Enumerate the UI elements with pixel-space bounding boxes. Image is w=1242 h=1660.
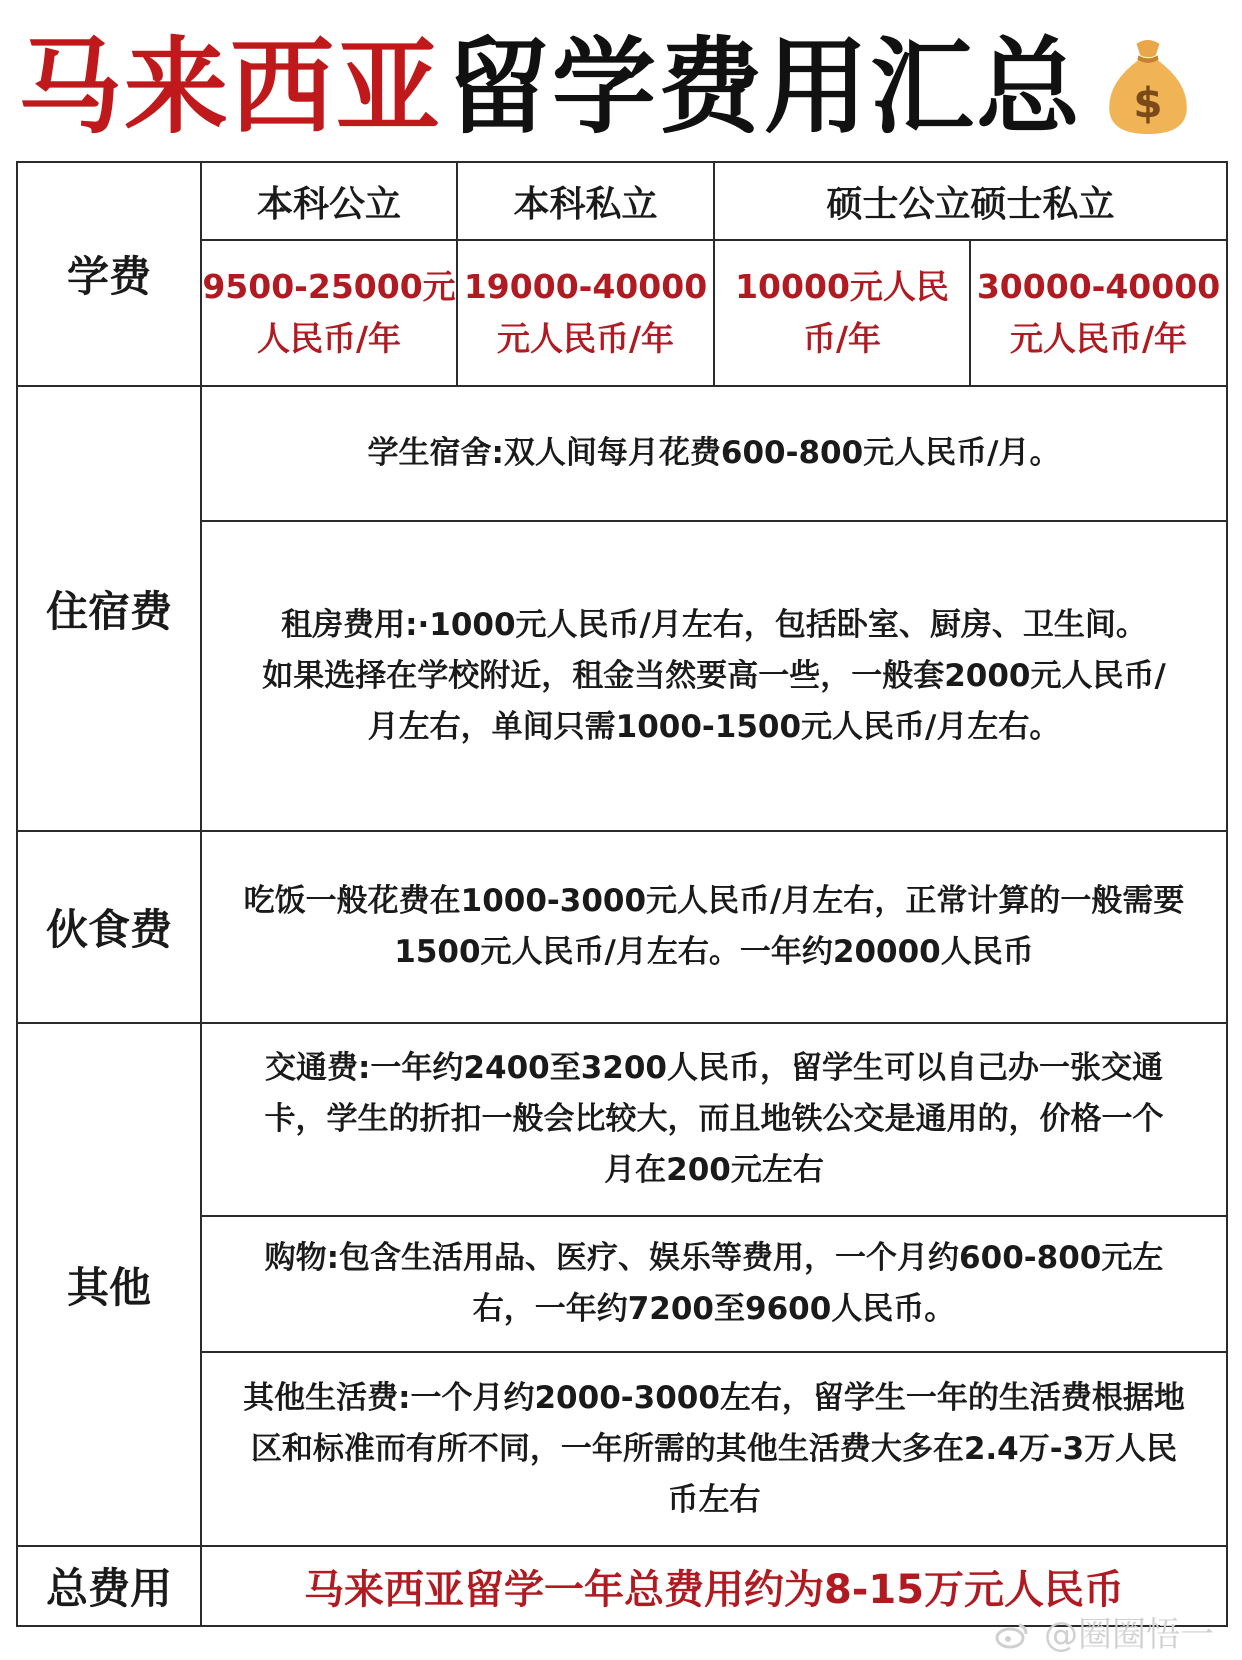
tuition-undergrad-private-value	[457, 240, 714, 386]
other-transport-row	[17, 1023, 1227, 1216]
tuition-label: 学费	[17, 162, 201, 386]
food-label: 伙食费	[17, 831, 201, 1023]
food-text	[201, 831, 1227, 1023]
text-line: 租房费用:·1000元人民币/月左右，包括卧室、厨房、卫生间。	[281, 606, 1147, 643]
total-text: 马来西亚留学一年总费用约为8-15万元人民币	[201, 1546, 1227, 1626]
text-line: 1500元人民币/月左右。一年约20000人民币	[394, 934, 1034, 970]
watermark	[995, 1607, 1214, 1656]
tuition-undergrad-public-value	[201, 240, 457, 386]
total-label: 总费用	[17, 1546, 201, 1626]
text-line: 月左右，单间只需1000-1500元人民币/月左右。	[367, 708, 1061, 745]
value-line: 9500-25000元	[202, 267, 456, 306]
text-line: 右，一年约7200至9600人民币。	[472, 1291, 956, 1327]
value-line: 元人民币/年	[1009, 319, 1188, 358]
value-line: 人民币/年	[256, 319, 402, 358]
value-line: 10000元人民	[735, 267, 949, 306]
text-line: 其他生活费:一个月约2000-3000左右，留学生一年的生活费根据地	[243, 1379, 1185, 1416]
text-line: 卡，学生的折扣一般会比较大，而且地铁公交是通用的，价格一个	[264, 1101, 1164, 1137]
fee-table	[16, 161, 1228, 1627]
text-line: 购物:包含生活用品、医疗、娱乐等费用，一个月约600-800元左	[264, 1240, 1164, 1276]
text-line: 交通费:一年约2400至3200人民币，留学生可以自己办一张交通	[265, 1050, 1163, 1086]
shopping-text	[201, 1216, 1227, 1352]
food-row	[17, 831, 1227, 1023]
title-red-part: 马来西亚	[18, 26, 443, 148]
tuition-master-public-value	[714, 240, 970, 386]
other-label: 其他	[17, 1023, 201, 1546]
svg-text:$: $	[1133, 78, 1163, 128]
value-line: 30000-40000	[976, 267, 1221, 306]
accommodation-dorm-row	[17, 386, 1227, 521]
living-text	[201, 1352, 1227, 1546]
dorm-text: 学生宿舍:双人间每月花费600-800元人民币/月。	[201, 386, 1227, 521]
value-line: 元人民币/年	[496, 319, 675, 358]
weibo-logo-icon	[995, 1621, 1029, 1649]
page-title	[18, 22, 1228, 152]
text-line: 区和标准而有所不同，一年所需的其他生活费大多在2.4万-3万人民	[250, 1430, 1178, 1467]
header-master: 硕士公立硕士私立	[714, 162, 1227, 240]
value-line: 币/年	[802, 319, 882, 358]
watermark-text: @圈圈悟一	[1044, 1615, 1214, 1655]
tuition-master-private-value	[970, 240, 1227, 386]
money-bag-icon	[1100, 34, 1196, 140]
text-line: 如果选择在学校附近，租金当然要高一些，一般套2000元人民币/	[262, 657, 1166, 694]
text-line: 吃饭一般花费在1000-3000元人民币/月左右，正常计算的一般需要	[243, 883, 1185, 919]
header-undergrad-private: 本科私立	[457, 162, 714, 240]
accommodation-label: 住宿费	[17, 386, 201, 831]
value-line: 19000-40000	[463, 267, 708, 306]
header-undergrad-public: 本科公立	[201, 162, 457, 240]
tuition-header-row	[17, 162, 1227, 240]
title-black-part: 留学费用汇总	[446, 26, 1083, 148]
rent-text	[201, 521, 1227, 831]
text-line: 币左右	[667, 1481, 761, 1518]
text-line: 月在200元左右	[604, 1152, 824, 1188]
transport-text	[201, 1023, 1227, 1216]
